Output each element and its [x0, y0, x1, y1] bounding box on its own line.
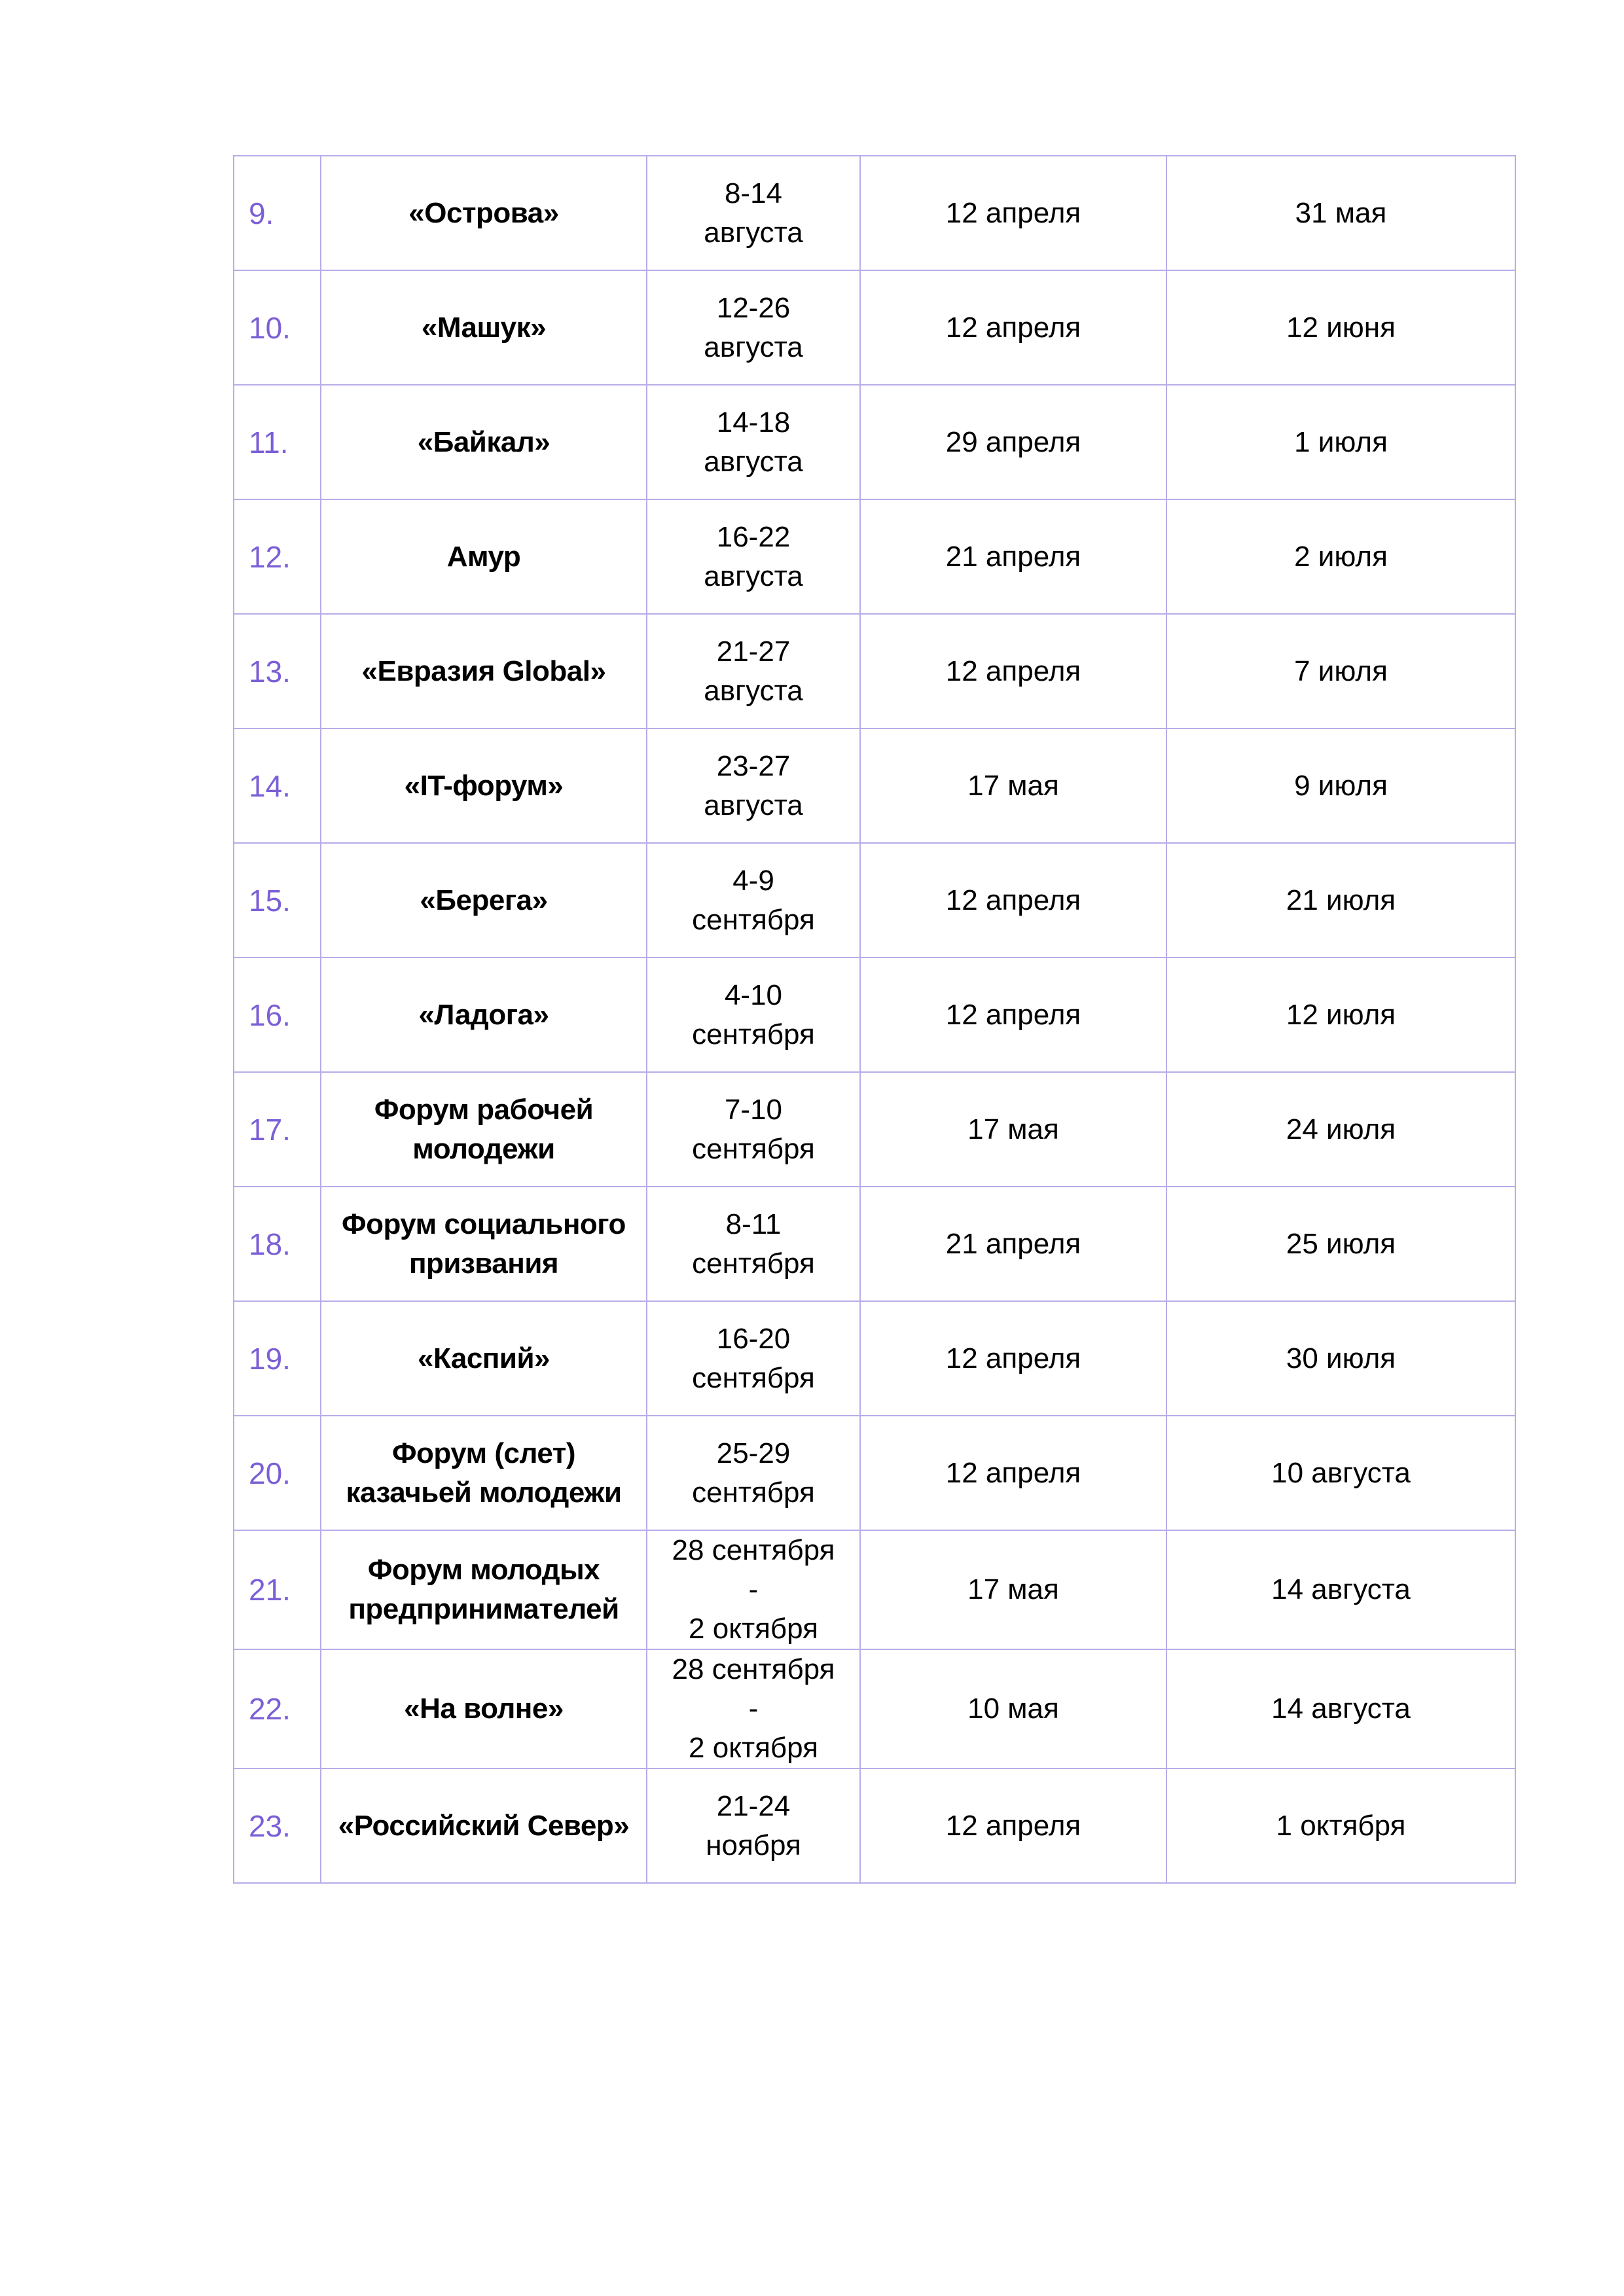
forum-dates-line: сентября — [692, 1018, 815, 1050]
forum-name-line: «Берега» — [420, 884, 548, 916]
application-close-date: 7 июля — [1166, 614, 1515, 728]
forum-dates-line: 12-26 — [716, 291, 791, 324]
forum-name-line: «Каспий» — [418, 1342, 550, 1374]
forum-name — [321, 156, 647, 270]
table-row — [234, 614, 1515, 728]
forum-schedule-table — [233, 155, 1516, 1884]
application-open-date: 10 мая — [860, 1649, 1166, 1768]
forum-name-line: Амур — [446, 540, 521, 573]
application-open-date: 29 апреля — [860, 385, 1166, 499]
application-close-date: 1 июля — [1166, 385, 1515, 499]
table-row — [234, 1187, 1515, 1301]
forum-dates — [647, 499, 860, 614]
forum-name — [321, 1530, 647, 1649]
forum-dates-line: 23-27 — [716, 749, 791, 782]
row-number: 10. — [234, 270, 321, 385]
forum-name — [321, 1072, 647, 1187]
forum-dates-line: - — [748, 1573, 759, 1605]
forum-dates — [647, 1187, 860, 1301]
forum-dates-line: 16-22 — [716, 520, 791, 553]
forum-dates-line: августа — [704, 445, 803, 478]
application-open-date: 21 апреля — [860, 499, 1166, 614]
forum-dates — [647, 843, 860, 958]
table-row — [234, 385, 1515, 499]
forum-dates-line: 14-18 — [716, 406, 791, 439]
application-close-date: 30 июля — [1166, 1301, 1515, 1416]
table-row — [234, 958, 1515, 1072]
forum-name-line: «Острова» — [408, 196, 559, 229]
forum-dates-line: сентября — [692, 1476, 815, 1509]
application-open-date: 12 апреля — [860, 958, 1166, 1072]
forum-dates — [647, 1768, 860, 1883]
forum-name — [321, 1187, 647, 1301]
forum-name-line: «Машук» — [421, 311, 547, 344]
forum-name-line: «IT-форум» — [404, 769, 564, 802]
forum-dates-line: ноября — [706, 1829, 801, 1861]
forum-dates-line: 28 сентября — [672, 1534, 835, 1566]
application-close-date: 12 июля — [1166, 958, 1515, 1072]
application-close-date: 2 июля — [1166, 499, 1515, 614]
application-close-date: 31 мая — [1166, 156, 1515, 270]
application-close-date: 21 июля — [1166, 843, 1515, 958]
forum-name-line: Форум молодых — [367, 1554, 600, 1586]
forum-dates-line: 21-27 — [716, 635, 791, 668]
application-open-date: 17 мая — [860, 1530, 1166, 1649]
forum-name — [321, 1301, 647, 1416]
application-close-date: 14 августа — [1166, 1530, 1515, 1649]
row-number: 19. — [234, 1301, 321, 1416]
forum-dates-line: 28 сентября — [672, 1653, 835, 1685]
row-number: 11. — [234, 385, 321, 499]
application-open-date: 12 апреля — [860, 1301, 1166, 1416]
table-row — [234, 1530, 1515, 1649]
row-number: 23. — [234, 1768, 321, 1883]
forum-dates-line: 7-10 — [724, 1093, 783, 1126]
forum-name — [321, 614, 647, 728]
application-open-date: 17 мая — [860, 1072, 1166, 1187]
forum-name-line: предпринимателей — [348, 1593, 619, 1625]
application-open-date: 12 апреля — [860, 614, 1166, 728]
forum-dates — [647, 1416, 860, 1530]
row-number: 13. — [234, 614, 321, 728]
forum-dates-line: августа — [704, 560, 803, 592]
row-number: 21. — [234, 1530, 321, 1649]
row-number: 9. — [234, 156, 321, 270]
forum-dates-line: августа — [704, 331, 803, 363]
forum-name-line: «На волне» — [404, 1693, 564, 1725]
forum-dates-line: 4-9 — [732, 864, 774, 897]
table-row — [234, 1301, 1515, 1416]
forum-name-line: «Ладога» — [418, 998, 549, 1031]
forum-name-line: молодежи — [412, 1132, 555, 1165]
forum-dates-line: 8-11 — [725, 1208, 782, 1240]
forum-dates — [647, 385, 860, 499]
application-close-date: 25 июля — [1166, 1187, 1515, 1301]
forum-dates-line: августа — [704, 216, 803, 249]
forum-dates — [647, 1072, 860, 1187]
forum-dates-line: сентября — [692, 1361, 815, 1394]
table-row — [234, 1416, 1515, 1530]
forum-name-line: казачьей молодежи — [346, 1476, 622, 1509]
table-row — [234, 728, 1515, 843]
application-open-date: 12 апреля — [860, 270, 1166, 385]
forum-dates — [647, 1301, 860, 1416]
forum-dates-line: сентября — [692, 1132, 815, 1165]
forum-name — [321, 843, 647, 958]
application-open-date: 12 апреля — [860, 1768, 1166, 1883]
forum-dates-line: сентября — [692, 903, 815, 936]
forum-name-line: «Евразия Global» — [361, 655, 606, 687]
forum-name-line: Форум (слет) — [392, 1437, 575, 1469]
forum-dates-line: 25-29 — [716, 1437, 791, 1469]
forum-name — [321, 385, 647, 499]
row-number: 17. — [234, 1072, 321, 1187]
application-open-date: 12 апреля — [860, 1416, 1166, 1530]
forum-dates-line: 2 октября — [689, 1613, 818, 1645]
row-number: 16. — [234, 958, 321, 1072]
row-number: 12. — [234, 499, 321, 614]
forum-name — [321, 958, 647, 1072]
table-row — [234, 1649, 1515, 1768]
forum-name — [321, 728, 647, 843]
forum-name — [321, 1416, 647, 1530]
forum-dates — [647, 1649, 860, 1768]
forum-dates-line: 2 октября — [689, 1732, 818, 1764]
application-close-date: 24 июля — [1166, 1072, 1515, 1187]
forum-dates — [647, 156, 860, 270]
application-close-date: 9 июля — [1166, 728, 1515, 843]
row-number: 18. — [234, 1187, 321, 1301]
forum-name-line: «Байкал» — [417, 425, 550, 458]
forum-dates — [647, 270, 860, 385]
forum-name-line: призвания — [408, 1247, 559, 1280]
table-row — [234, 156, 1515, 270]
forum-dates-line: 8-14 — [724, 177, 783, 209]
application-close-date: 1 октября — [1166, 1768, 1515, 1883]
forum-dates-line: августа — [704, 789, 803, 821]
table-row — [234, 843, 1515, 958]
forum-dates-line: - — [748, 1693, 759, 1725]
row-number: 20. — [234, 1416, 321, 1530]
table-row — [234, 499, 1515, 614]
forum-name — [321, 1649, 647, 1768]
forum-name-line: Форум социального — [342, 1208, 626, 1240]
application-close-date: 10 августа — [1166, 1416, 1515, 1530]
forum-name — [321, 499, 647, 614]
forum-dates — [647, 614, 860, 728]
forum-dates-line: августа — [704, 674, 803, 707]
forum-dates-line: 16-20 — [716, 1322, 791, 1355]
table-row — [234, 1072, 1515, 1187]
application-close-date: 12 июня — [1166, 270, 1515, 385]
application-close-date: 14 августа — [1166, 1649, 1515, 1768]
application-open-date: 17 мая — [860, 728, 1166, 843]
forum-dates-line: 4-10 — [724, 978, 783, 1011]
row-number: 14. — [234, 728, 321, 843]
application-open-date: 12 апреля — [860, 156, 1166, 270]
forum-name-line: Форум рабочей — [374, 1093, 594, 1126]
forum-name — [321, 270, 647, 385]
forum-name-line: «Российский Север» — [338, 1809, 630, 1842]
forum-name — [321, 1768, 647, 1883]
row-number: 22. — [234, 1649, 321, 1768]
forum-dates — [647, 958, 860, 1072]
table-row — [234, 270, 1515, 385]
application-open-date: 21 апреля — [860, 1187, 1166, 1301]
forum-dates-line: 21-24 — [716, 1789, 791, 1822]
table-body — [234, 156, 1515, 1883]
application-open-date: 12 апреля — [860, 843, 1166, 958]
row-number: 15. — [234, 843, 321, 958]
forum-dates — [647, 1530, 860, 1649]
forum-dates — [647, 728, 860, 843]
forum-dates-line: сентября — [692, 1247, 815, 1280]
table-row — [234, 1768, 1515, 1883]
